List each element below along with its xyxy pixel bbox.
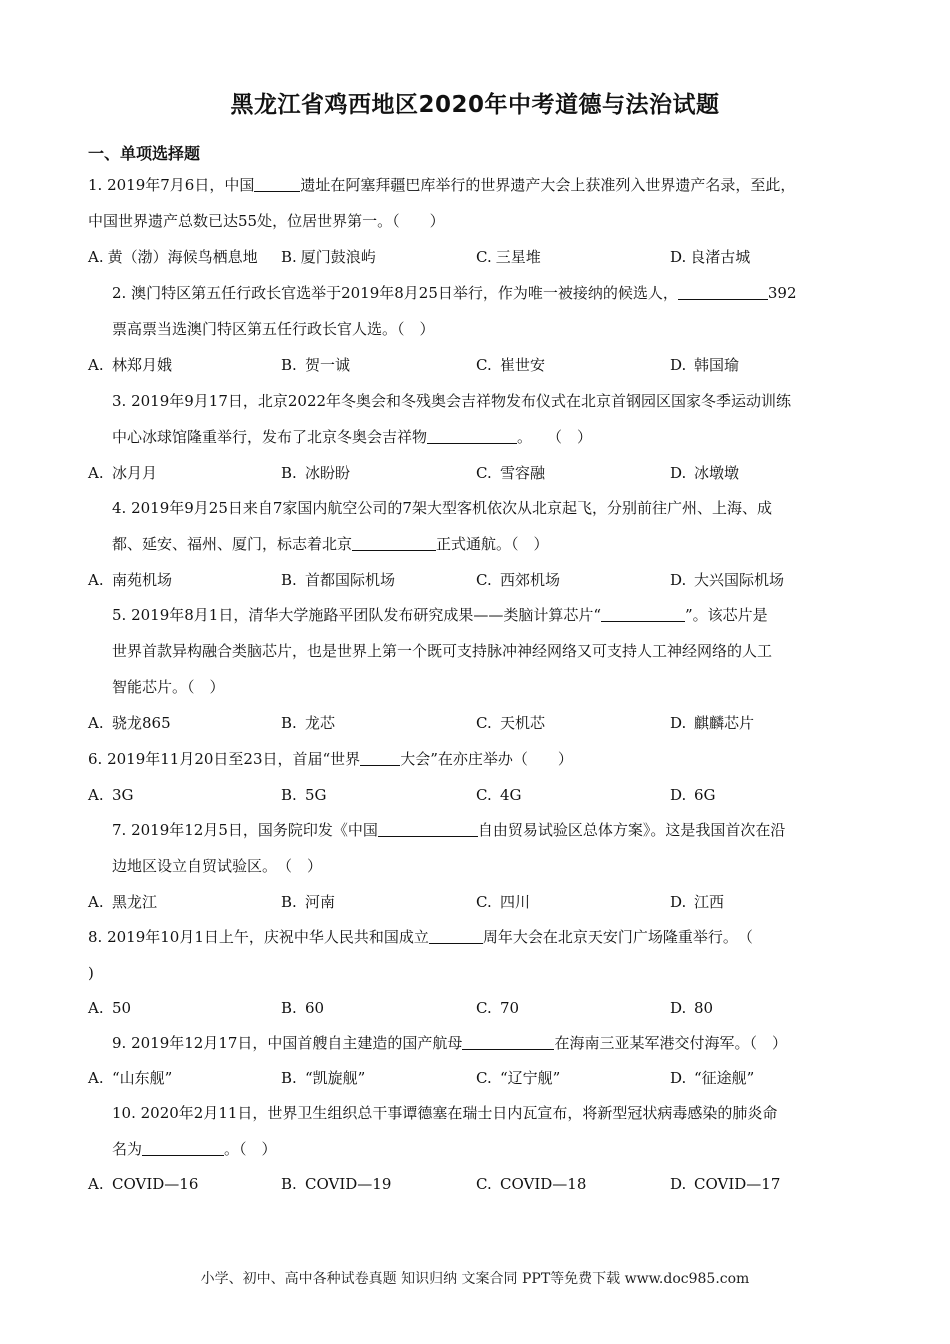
option-a[interactable]: A. 黄（渤）海候鸟栖息地 xyxy=(88,248,258,266)
question-1 xyxy=(88,168,795,203)
question-text: 1. 2019年7月6日，中国 xyxy=(88,176,255,194)
option-c[interactable]: C. 三星堆 xyxy=(476,248,541,266)
options-7 xyxy=(88,885,888,920)
answer-blank xyxy=(429,927,483,944)
option-b[interactable]: B. “凯旋舰” xyxy=(281,1069,366,1087)
question-5-continued: 世界首款异构融合类脑芯片，也是世界上第一个既可支持脉冲神经网络又可支持人工神经网络的人工 xyxy=(112,642,773,660)
option-c[interactable]: C. 70 xyxy=(476,999,520,1017)
options-1 xyxy=(88,240,888,275)
option-d[interactable]: D. 韩国瑜 xyxy=(670,356,740,374)
section-heading: 一、单项选择题 xyxy=(88,144,201,163)
option-c[interactable]: C. COVID—18 xyxy=(476,1175,587,1193)
option-c[interactable]: C. 四川 xyxy=(476,893,531,911)
answer-blank xyxy=(254,175,300,192)
option-b[interactable]: B. 冰盼盼 xyxy=(281,464,351,482)
option-a[interactable]: A. COVID—16 xyxy=(88,1175,199,1193)
option-b[interactable]: B. 贺一诚 xyxy=(281,356,351,374)
question-6: 6. 2019年11月20日至23日，首届“世界 大会”在亦庄举办（ ） xyxy=(88,750,573,768)
question-5: 5. 2019年8月1日，清华大学施路平团队发布研究成果——类脑计算芯片“ ”。该芯片是 xyxy=(112,606,768,624)
option-b[interactable]: B. 5G xyxy=(281,786,327,804)
question-7: 7. 2019年12月5日，国务院印发《中国 自由贸易试验区总体方案》。这是我国首次在沿 xyxy=(112,821,786,839)
option-a[interactable]: A. 冰月月 xyxy=(88,464,158,482)
answer-blank xyxy=(352,534,436,551)
option-d[interactable]: D. 大兴国际机场 xyxy=(670,571,785,589)
options-3 xyxy=(88,456,888,491)
answer-blank xyxy=(427,427,517,444)
question-text: 392 xyxy=(767,284,797,302)
option-b[interactable]: B. 河南 xyxy=(281,893,336,911)
answer-blank xyxy=(142,1139,224,1156)
answer-blank xyxy=(678,283,768,300)
option-c[interactable]: C. 4G xyxy=(476,786,522,804)
option-d[interactable]: D. “征途舰” xyxy=(670,1069,755,1087)
option-a[interactable]: A. 50 xyxy=(88,999,132,1017)
option-c[interactable]: C. 崔世安 xyxy=(476,356,546,374)
option-d[interactable]: D. 80 xyxy=(670,999,714,1017)
answer-blank xyxy=(601,605,685,622)
page-title: 黑龙江省鸡西地区2020年中考道德与法治试题 xyxy=(230,92,720,118)
option-c[interactable]: C. 雪容融 xyxy=(476,464,546,482)
option-d[interactable]: D. 冰墩墩 xyxy=(670,464,740,482)
option-c[interactable]: C. “辽宁舰” xyxy=(476,1069,561,1087)
question-2-continued: 票高票当选澳门特区第五任行政长官人选。（ ） xyxy=(112,320,435,338)
options-5 xyxy=(88,706,888,741)
question-text: 2. 澳门特区第五任行政长官选举于2019年8月25日举行，作为唯一被接纳的候选人， xyxy=(112,284,678,302)
option-d[interactable]: D. 6G xyxy=(670,786,716,804)
question-10-continued: 名为 。（ ） xyxy=(112,1140,277,1158)
question-10: 10. 2020年2月11日，世界卫生组织总干事谭德塞在瑞士日内瓦宣布，将新型冠状病毒感染的肺炎命 xyxy=(112,1104,778,1122)
answer-blank xyxy=(378,820,478,837)
question-9: 9. 2019年12月17日，中国首艘自主建造的国产航母 在海南三亚某军港交付海军。（ ） xyxy=(112,1034,787,1052)
option-d[interactable]: D. 江西 xyxy=(670,893,725,911)
question-4-continued: 都、延安、福州、厦门，标志着北京 正式通航。（ ） xyxy=(112,535,549,553)
option-b[interactable]: B. 厦门鼓浪屿 xyxy=(281,248,376,266)
options-4 xyxy=(88,563,888,598)
question-2 xyxy=(112,276,797,311)
answer-blank xyxy=(462,1033,554,1050)
option-a[interactable]: A. 南苑机场 xyxy=(88,571,173,589)
answer-blank xyxy=(360,749,400,766)
option-d[interactable]: D. COVID—17 xyxy=(670,1175,781,1193)
option-b[interactable]: B. 龙芯 xyxy=(281,714,336,732)
question-4: 4. 2019年9月25日来自7家国内航空公司的7架大型客机依次从北京起飞，分别前往广州、上海、成 xyxy=(112,499,772,517)
option-a[interactable]: A. 3G xyxy=(88,786,134,804)
option-b[interactable]: B. 60 xyxy=(281,999,325,1017)
option-a[interactable]: A. 黑龙江 xyxy=(88,893,158,911)
question-8-continued: ) xyxy=(88,964,94,982)
option-b[interactable]: B. COVID—19 xyxy=(281,1175,392,1193)
option-c[interactable]: C. 西郊机场 xyxy=(476,571,561,589)
options-2 xyxy=(88,348,888,383)
option-b[interactable]: B. 首都国际机场 xyxy=(281,571,396,589)
option-a[interactable]: A. “山东舰” xyxy=(88,1069,173,1087)
question-text: 遗址在阿塞拜疆巴库举行的世界遗产大会上获准列入世界遗产名录，至此， xyxy=(300,176,796,194)
question-1-continued: 中国世界遗产总数已达55处，位居世界第一。（ ） xyxy=(88,212,445,230)
question-8: 8. 2019年10月1日上午，庆祝中华人民共和国成立 周年大会在北京天安门广场隆重举行。 （ xyxy=(88,928,753,946)
options-10 xyxy=(88,1167,888,1202)
question-3: 3. 2019年9月17日，北京2022年冬奥会和冬残奥会吉祥物发布仪式在北京首钢园区国家冬季运动训练 xyxy=(112,392,792,410)
question-7-continued: 边地区设立自贸试验区。 （ ） xyxy=(112,857,323,875)
option-d[interactable]: D. 良渚古城 xyxy=(670,248,751,266)
options-8 xyxy=(88,991,888,1026)
question-3-continued: 中心冰球馆隆重举行，发布了北京冬奥会吉祥物 。 （ ） xyxy=(112,428,593,446)
option-a[interactable]: A. 骁龙865 xyxy=(88,714,171,732)
question-5-continued: 智能芯片。（ ） xyxy=(112,678,225,696)
option-c[interactable]: C. 天机芯 xyxy=(476,714,546,732)
option-d[interactable]: D. 麒麟芯片 xyxy=(670,714,755,732)
options-9 xyxy=(88,1061,888,1096)
options-6 xyxy=(88,778,888,813)
page-footer: 小学、初中、高中各种试卷真题 知识归纳 文案合同 PPT等免费下载 www.doc985.com xyxy=(200,1271,750,1287)
option-a[interactable]: A. 林郑月娥 xyxy=(88,356,173,374)
